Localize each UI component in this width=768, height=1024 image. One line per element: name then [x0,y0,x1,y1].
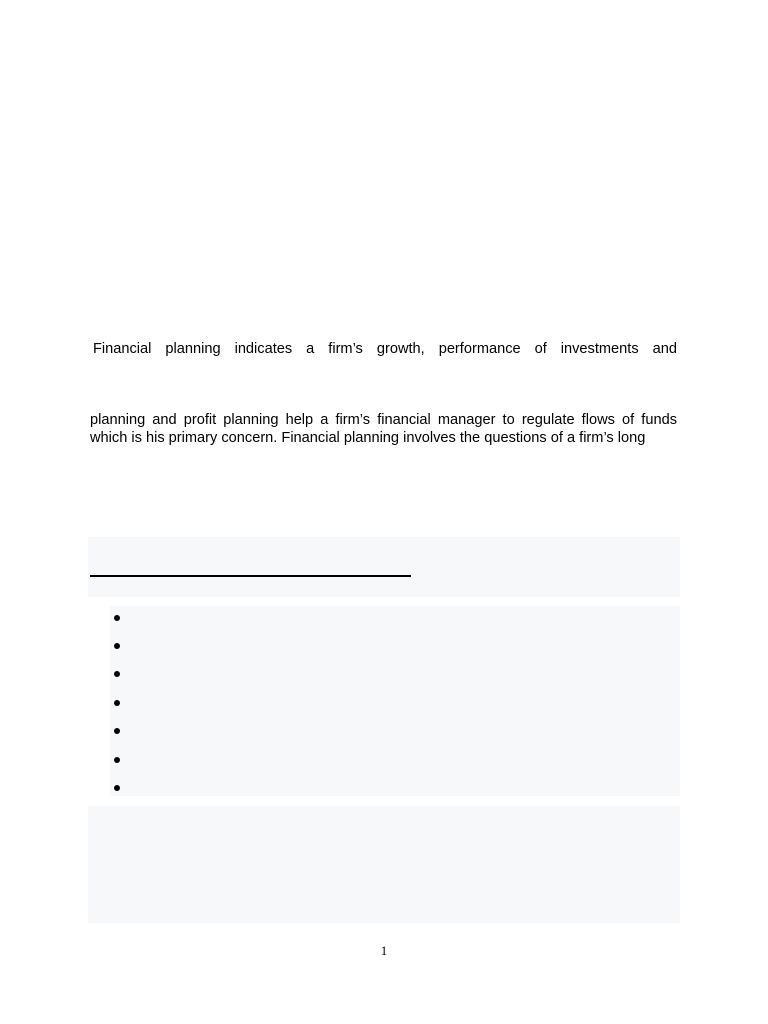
bullet-point [114,615,120,621]
bullet-point [114,700,120,706]
bullet-point [114,728,120,734]
page-number: 1 [380,943,388,958]
bullet-point [114,757,120,763]
bullet-point [114,785,120,791]
bullet-point [114,671,120,677]
shaded-bullet-list-block [110,606,680,796]
shaded-heading-block [88,537,680,597]
paragraph-1-line-1: Financial planning indicates a firm’s growth, performance of investments and [93,341,677,357]
paragraph-2-line-2: which is his primary concern. Financial planning involves the questions of a firm’s long [90,430,646,446]
heading-underline [90,575,411,577]
bullet-point [114,643,120,649]
shaded-text-block [88,806,680,923]
paragraph-2-line-1: planning and profit planning help a firm’s financial manager to regulate flows of funds [90,412,677,428]
